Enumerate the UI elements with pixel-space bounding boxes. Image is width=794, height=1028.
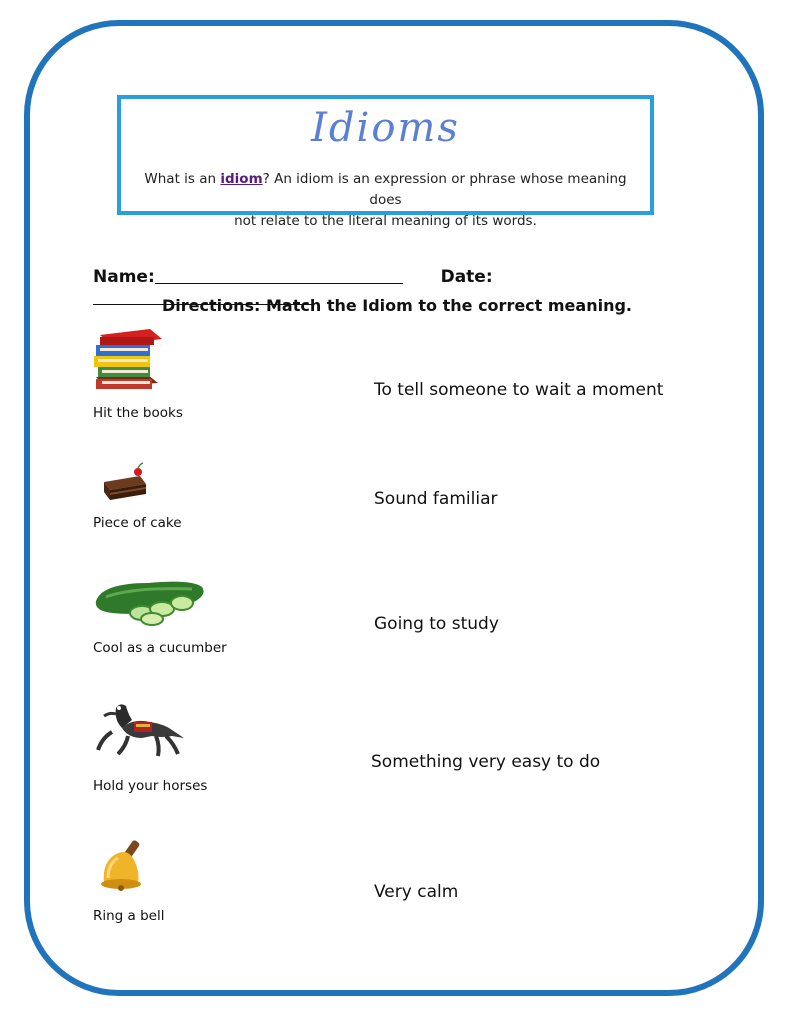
definition-line1-rest: ? An idiom is an expression or phrase whose meaning does	[262, 171, 627, 208]
horse-icon	[92, 698, 188, 758]
meaning-item: Sound familiar	[374, 489, 498, 509]
cucumber-icon	[92, 573, 208, 627]
idiom-label: Ring a bell	[93, 908, 165, 924]
books-icon	[92, 327, 164, 395]
idiom-label: Piece of cake	[93, 515, 182, 531]
idiom-label: Cool as a cucumber	[93, 640, 227, 656]
date-label: Date:	[440, 267, 493, 287]
name-field[interactable]	[155, 266, 403, 284]
page-title: Idioms	[311, 105, 460, 151]
cake-icon	[100, 462, 150, 502]
meaning-item: To tell someone to wait a moment	[374, 380, 664, 400]
idiom-definition	[135, 169, 636, 232]
directions: Directions: Match the Idiom to the correct meaning.	[162, 296, 632, 315]
idiom-label: Hit the books	[93, 405, 183, 421]
definition-keyword: idiom	[220, 171, 263, 187]
bell-icon	[94, 838, 150, 896]
definition-line2: not relate to the literal meaning of its words.	[234, 213, 537, 229]
meaning-item: Going to study	[374, 614, 499, 634]
meaning-item: Very calm	[374, 882, 459, 902]
definition-prefix: What is an	[144, 171, 221, 187]
meaning-item: Something very easy to do	[371, 752, 601, 772]
title-box	[117, 95, 654, 229]
name-label: Name:	[93, 267, 155, 287]
idiom-label: Hold your horses	[93, 778, 208, 794]
